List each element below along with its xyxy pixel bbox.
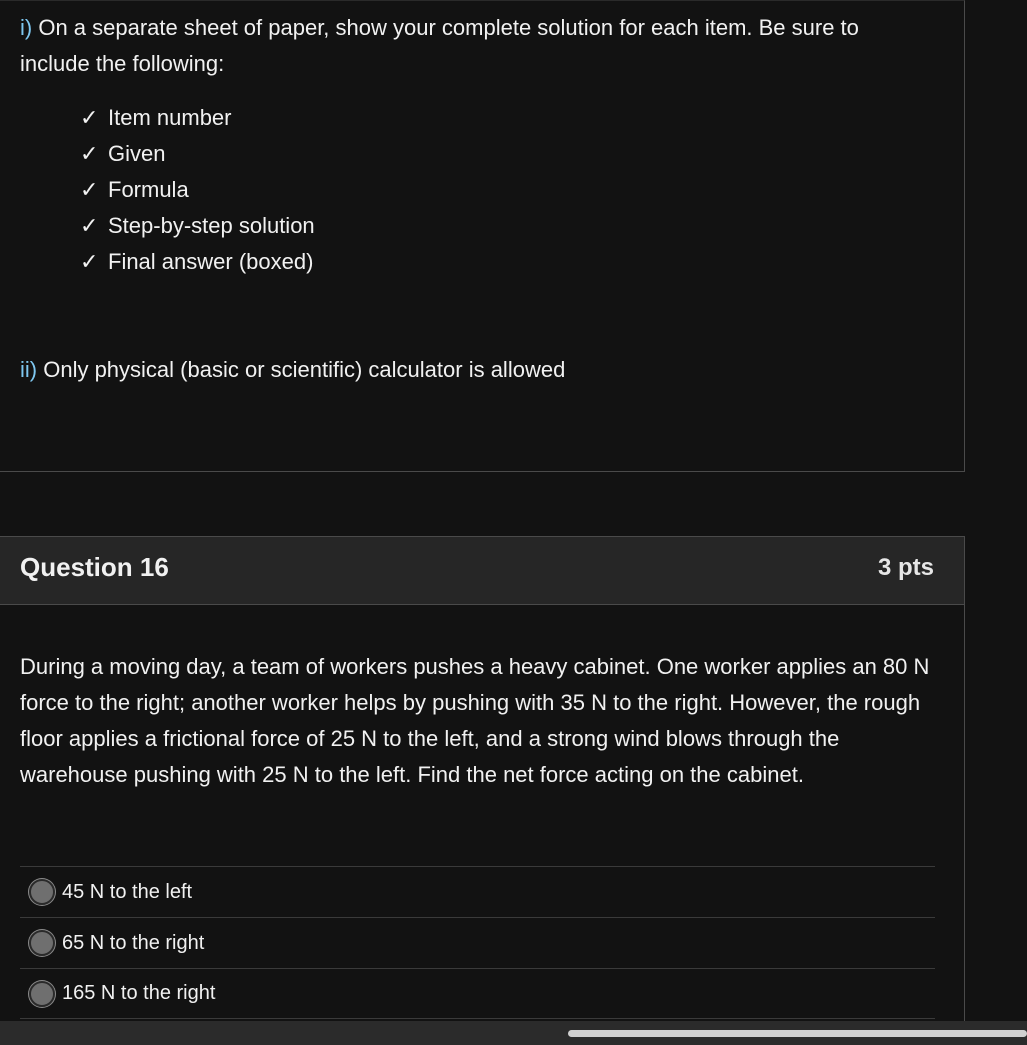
instruction-i-text: On a separate sheet of paper, show your complete solution for each item. Be sure to [32,15,859,40]
instruction-ii [20,352,940,388]
checklist-label: Given [108,141,166,166]
radio-button[interactable] [29,879,55,905]
checklist [80,100,315,280]
instruction-i-line1 [20,10,940,46]
answer-label[interactable]: 165 N to the right [62,982,216,1004]
checklist-item [80,136,315,172]
checklist-label: Step-by-step solution [108,213,315,238]
instruction-ii-text: Only physical (basic or scientific) calculator is allowed [37,357,566,382]
checkmark-icon: ✓ [80,213,99,238]
question-title: Question 16 [20,552,169,582]
roman-numeral-ii: ii) [20,357,38,382]
checklist-label: Final answer (boxed) [108,249,314,274]
checklist-item [80,100,315,136]
answer-label[interactable]: 45 N to the left [62,880,193,903]
answer-label[interactable]: 65 N to the right [62,931,205,954]
checklist-item [80,244,315,280]
instructions-panel [0,0,965,472]
instruction-i-line2: include the following: [20,51,225,76]
question-text: During a moving day, a team of workers pushes a heavy cabinet. One worker applies an 80 N force to the right; another worker helps by pushing with 35 N to the right. However, the rough floor applies a frictional force of 25 N to the left, and a strong wind blows through the warehouse pushing with 25 N to the left. Find the net force acting on the cabinet. [20,654,930,787]
checkmark-icon: ✓ [80,105,99,130]
answer-option[interactable] [20,866,935,917]
checkmark-icon: ✓ [80,141,99,166]
checklist-label: Item number [108,105,232,130]
checkmark-icon: ✓ [80,177,99,202]
radio-button[interactable] [29,930,55,956]
scrollbar-thumb[interactable] [568,1030,1027,1037]
horizontal-scrollbar[interactable] [0,1021,1027,1045]
radio-button[interactable] [29,981,55,1007]
checkmark-icon: ✓ [80,249,99,274]
question-header [0,537,964,605]
checklist-label: Formula [108,177,189,202]
answer-option[interactable] [20,917,935,968]
checklist-item [80,172,315,208]
answer-option[interactable] [20,968,935,1019]
roman-numeral-i: i) [20,15,33,40]
question-panel [0,536,965,1026]
checklist-item [80,208,315,244]
answer-list [20,866,935,1019]
question-points: 3 pts [877,554,934,581]
